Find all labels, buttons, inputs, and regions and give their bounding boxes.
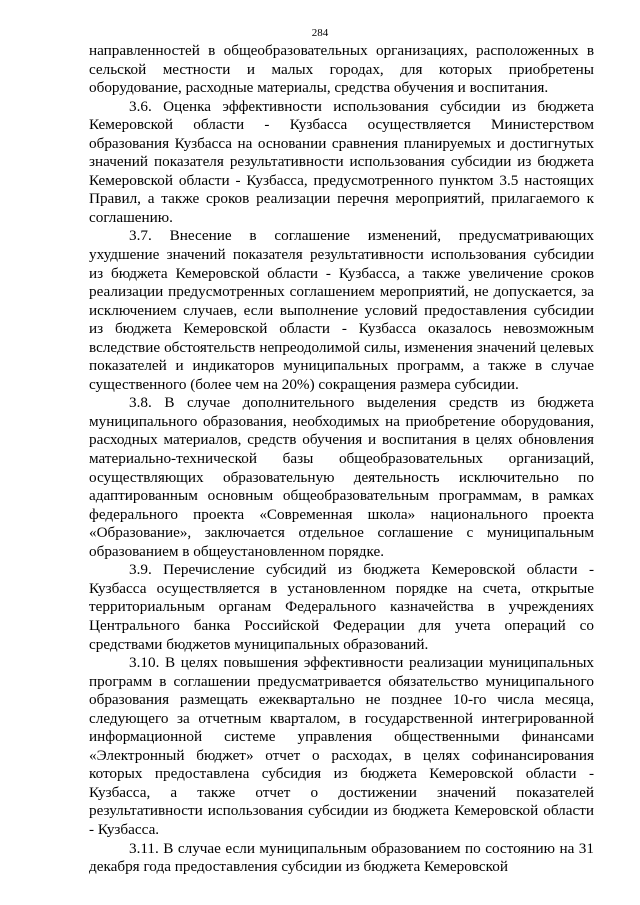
paragraph-3-8: 3.8. В случае дополнительного выделения средств из бюджета муниципального образования, необходимых на приобретение оборудования, расходных материалов, средств обучения и воспитания в целях обновления материально-технической базы общеобразовательных организаций, осуществляющих образовательную деятельность исключительно по адаптированным основным общеобразовательным программам, в рамках федерального проекта «Современная школа» национального проекта «Образование», заключается отдельное соглашение с муниципальным образованием в общеустановленном порядке. bbox=[89, 394, 594, 560]
paragraph-continuation: направленностей в общеобразовательных организациях, расположенных в сельской местности и малых городах, для которых приобретены оборудование, расходные материалы, средства обучения и воспитания. bbox=[89, 42, 594, 97]
paragraph-3-6: 3.6. Оценка эффективности использования субсидии из бюджета Кемеровской области - Кузбасса осуществляется Министерством образования Кузбасса на основании сравнения планируемых и достигнутых значений показателя результативности использования субсидии из бюджета Кемеровской области - Кузбасса, предусмотренного пунктом 3.5 настоящих Правил, а также сроков реализации перечня мероприятий, прилагаемого к соглашению. bbox=[89, 97, 594, 226]
document-body bbox=[89, 42, 594, 877]
paragraph-3-11: 3.11. В случае если муниципальным образованием по состоянию на 31 декабря года предоставления субсидии из бюджета Кемеровской bbox=[89, 839, 594, 876]
page-number: 284 bbox=[311, 27, 329, 39]
paragraph-3-7: 3.7. Внесение в соглашение изменений, предусматривающих ухудшение значений показателя результативности использования субсидии из бюджета Кемеровской области - Кузбасса, а также увеличение сроков реализации предусмотренных соглашением мероприятий, не допускается, за исключением случаев, если выполнение условий предоставления субсидии из бюджета Кемеровской области - Кузбасса оказалось невозможным вследствие обстоятельств непреодолимой силы, изменения значений целевых показателей и индикаторов муниципальных программ, а также в случае существенного (более чем на 20%) сокращения размера субсидии. bbox=[89, 227, 594, 393]
paragraph-3-9: 3.9. Перечисление субсидий из бюджета Кемеровской области - Кузбасса осуществляется в установленном порядке на счета, открытые территориальным органам Федерального казначейства в учреждениях Центрального банка Российской Федерации для учета операций со средствами бюджетов муниципальных образований. bbox=[89, 561, 594, 653]
paragraph-3-10: 3.10. В целях повышения эффективности реализации муниципальных программ в соглашении предусматривается обязательство муниципального образования размещать ежеквартально не позднее 10-го числа месяца, следующего за отчетным кварталом, в государственной интегрированной информационной системе управления общественными финансами «Электронный бюджет» отчет о расходах, в целях софинансирования которых предоставлена субсидия из бюджета Кемеровской области - Кузбасса, а также отчет о достижении значений показателей результативности использования субсидии из бюджета Кемеровской области - Кузбасса. bbox=[89, 654, 594, 838]
